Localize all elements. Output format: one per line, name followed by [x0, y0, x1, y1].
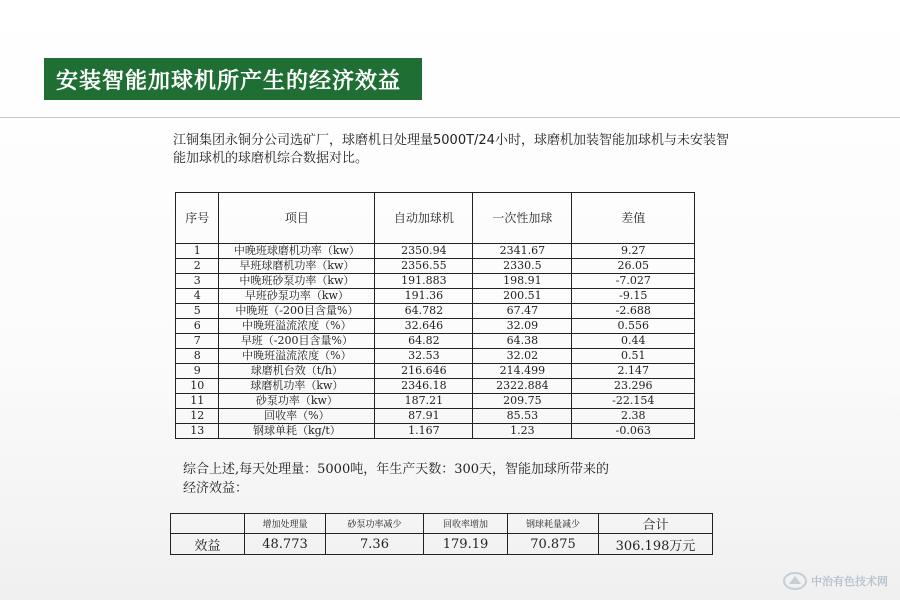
slide-title: 安装智能加球机所产生的经济效益: [44, 58, 422, 100]
table-row: [176, 409, 695, 424]
benefit-value-pump: 7.36: [326, 534, 424, 555]
row-diff-value: 0.556: [572, 319, 695, 334]
row-index: 1: [176, 244, 219, 259]
table-row: [176, 274, 695, 289]
row-auto-value: 1.167: [375, 424, 473, 439]
row-index: 13: [176, 424, 219, 439]
row-item: 球磨机功率（kw）: [219, 379, 375, 394]
table-row: [176, 394, 695, 409]
benefit-header-row: [171, 514, 713, 534]
header-cell-item: 项目: [219, 193, 375, 244]
row-once-value: 64.38: [473, 334, 572, 349]
row-once-value: 2322.884: [473, 379, 572, 394]
benefit-table: [170, 513, 713, 555]
row-once-value: 32.02: [473, 349, 572, 364]
row-index: 11: [176, 394, 219, 409]
table-row: [176, 334, 695, 349]
table-header-row: [176, 193, 695, 244]
row-auto-value: 64.782: [375, 304, 473, 319]
row-index: 10: [176, 379, 219, 394]
table-row: [176, 304, 695, 319]
summary-line-1: 综合上述,每天处理量：5000吨，年生产天数：300天，智能加球所带来的: [183, 462, 610, 477]
watermark-text: 中治有色技术网: [811, 575, 888, 588]
row-diff-value: -9.15: [572, 289, 695, 304]
row-index: 12: [176, 409, 219, 424]
row-auto-value: 32.53: [375, 349, 473, 364]
row-index: 7: [176, 334, 219, 349]
table-row: [176, 244, 695, 259]
row-item: 早班球磨机功率（kw）: [219, 259, 375, 274]
watermark: [783, 572, 888, 590]
table-row: [176, 259, 695, 274]
row-index: 3: [176, 274, 219, 289]
row-diff-value: 0.51: [572, 349, 695, 364]
row-item: 钢球单耗（kg/t）: [219, 424, 375, 439]
row-once-value: 2341.67: [473, 244, 572, 259]
benefit-value-label: 效益: [171, 534, 245, 555]
header-cell-diff: 差值: [572, 193, 695, 244]
benefit-header-recovery: 回收率增加: [424, 514, 508, 534]
table-row: [176, 319, 695, 334]
row-auto-value: 2356.55: [375, 259, 473, 274]
row-once-value: 32.09: [473, 319, 572, 334]
row-auto-value: 64.82: [375, 334, 473, 349]
logo-icon: [783, 572, 807, 590]
benefit-value-row: [171, 534, 713, 555]
row-diff-value: 23.296: [572, 379, 695, 394]
benefit-header-throughput: 增加处理量: [245, 514, 326, 534]
row-diff-value: -7.027: [572, 274, 695, 289]
row-diff-value: 0.44: [572, 334, 695, 349]
row-auto-value: 87.91: [375, 409, 473, 424]
row-diff-value: -2.688: [572, 304, 695, 319]
row-index: 4: [176, 289, 219, 304]
header-cell-once: 一次性加球: [473, 193, 572, 244]
row-index: 5: [176, 304, 219, 319]
row-diff-value: -0.063: [572, 424, 695, 439]
summary-text: [183, 460, 703, 498]
row-diff-value: 26.05: [572, 259, 695, 274]
row-once-value: 67.47: [473, 304, 572, 319]
row-item: 中晚班溢流浓度（%）: [219, 319, 375, 334]
row-diff-value: 2.38: [572, 409, 695, 424]
benefit-header-pump: 砂泵功率减少: [326, 514, 424, 534]
row-index: 9: [176, 364, 219, 379]
row-auto-value: 191.883: [375, 274, 473, 289]
row-once-value: 200.51: [473, 289, 572, 304]
row-item: 中晚班（-200目含量%）: [219, 304, 375, 319]
benefit-value-throughput: 48.773: [245, 534, 326, 555]
row-item: 回收率（%）: [219, 409, 375, 424]
row-index: 8: [176, 349, 219, 364]
row-once-value: 214.499: [473, 364, 572, 379]
row-auto-value: 2350.94: [375, 244, 473, 259]
row-diff-value: -22.154: [572, 394, 695, 409]
row-index: 2: [176, 259, 219, 274]
table-row: [176, 289, 695, 304]
header-cell-auto: 自动加球机: [375, 193, 473, 244]
row-item: 球磨机台效（t/h）: [219, 364, 375, 379]
table-row: [176, 349, 695, 364]
row-item: 早班砂泵功率（kw）: [219, 289, 375, 304]
benefit-header-steel: 钢球耗量减少: [508, 514, 599, 534]
table-row: [176, 424, 695, 439]
table-row: [176, 364, 695, 379]
benefit-value-steel: 70.875: [508, 534, 599, 555]
row-item: 中晚班溢流浓度（%）: [219, 349, 375, 364]
header-cell-index: 序号: [176, 193, 219, 244]
row-auto-value: 2346.18: [375, 379, 473, 394]
summary-line-2: 经济效益：: [183, 481, 249, 496]
row-item: 早班（-200目含量%）: [219, 334, 375, 349]
row-once-value: 198.91: [473, 274, 572, 289]
row-once-value: 85.53: [473, 409, 572, 424]
row-index: 6: [176, 319, 219, 334]
benefit-header-total: 合计: [599, 514, 713, 534]
benefit-header-blank: [171, 514, 245, 534]
row-auto-value: 216.646: [375, 364, 473, 379]
row-diff-value: 2.147: [572, 364, 695, 379]
row-auto-value: 191.36: [375, 289, 473, 304]
row-once-value: 2330.5: [473, 259, 572, 274]
row-once-value: 1.23: [473, 424, 572, 439]
row-once-value: 209.75: [473, 394, 572, 409]
intro-text: 江铜集团永铜分公司选矿厂，球磨机日处理量5000T/24小时，球磨机加装智能加球机与未安装智能加球机的球磨机综合数据对比。: [173, 133, 729, 166]
benefit-value-recovery: 179.19: [424, 534, 508, 555]
benefit-value-total: 306.198万元: [599, 534, 713, 555]
row-diff-value: 9.27: [572, 244, 695, 259]
row-item: 砂泵功率（kw）: [219, 394, 375, 409]
row-item: 中晚班砂泵功率（kw）: [219, 274, 375, 289]
comparison-table: [175, 192, 695, 439]
row-item: 中晚班球磨机功率（kw）: [219, 244, 375, 259]
row-auto-value: 187.21: [375, 394, 473, 409]
table-row: [176, 379, 695, 394]
row-auto-value: 32.646: [375, 319, 473, 334]
header-divider: [0, 117, 900, 118]
